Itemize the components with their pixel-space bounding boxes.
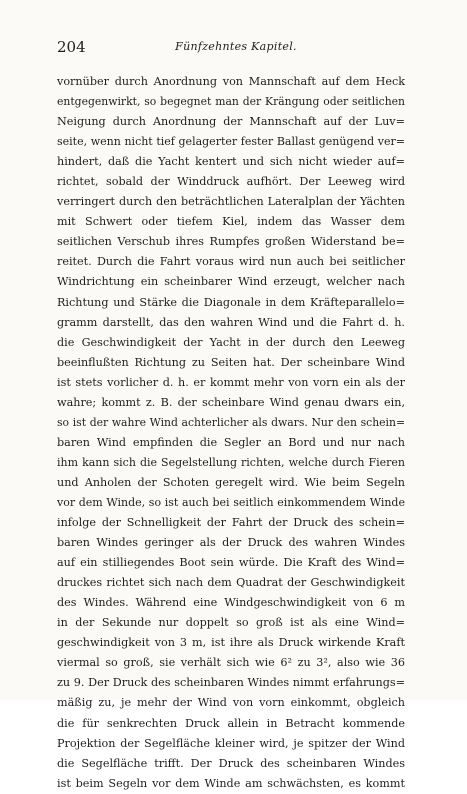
text-line: des Windes. Während eine Windgeschwindigkeit von 6 m — [57, 596, 405, 610]
text-line: geschwindigkeit von 3 m, ist ihre als Druck wirkende Kraft — [57, 636, 405, 650]
text-line: in der Sekunde nur doppelt so groß ist als eine Wind= — [57, 616, 405, 630]
text-line: vor dem Winde, so ist auch bei seitlich einkommendem Winde — [57, 495, 405, 509]
text-line: druckes richtet sich nach dem Quadrat der Geschwindigkeit — [57, 576, 405, 590]
text-line: und Anholen der Schoten geregelt wird. Wie beim Segeln — [57, 475, 405, 489]
text-line: Neigung durch Anordnung der Mannschaft auf der Luv= — [57, 115, 405, 129]
text-line: ist beim Segeln vor dem Winde am schwächsten, es kommt — [57, 776, 405, 790]
body-text — [57, 72, 405, 794]
text-line: gramm darstellt, das den wahren Wind und die Fahrt d. h. — [57, 315, 405, 329]
text-line: Projektion der Segelfläche kleiner wird, je spitzer der Wind — [57, 736, 405, 750]
text-line: die für senkrechten Druck allein in Betracht kommende — [57, 716, 405, 730]
text-line: ihm kann sich die Segelstellung richten, welche durch Fieren — [57, 455, 405, 469]
text-line: verringert durch den beträchtlichen Lateralplan der Yächten — [57, 195, 405, 209]
text-line: richtet, sobald der Winddruck aufhört. Der Leeweg wird — [57, 175, 405, 189]
text-line: seitlichen Verschub ihres Rumpfes großen Widerstand be= — [57, 235, 405, 249]
text-line: baren Windes geringer als der Druck des wahren Windes — [57, 536, 405, 550]
text-line: mäßig zu, je mehr der Wind von vorn einkommt, obgleich — [57, 696, 405, 710]
page-header — [57, 38, 415, 58]
text-line: reitet. Durch die Fahrt voraus wird nun auch bei seitlicher — [57, 255, 405, 269]
text-line: Richtung und Stärke die Diagonale in dem Kräfteparallelo= — [57, 295, 405, 309]
text-line: auf ein stilliegendes Boot sein würde. Die Kraft des Wind= — [57, 556, 405, 570]
text-line: so ist der wahre Wind achterlicher als dwars. Nur den schein= — [57, 415, 405, 429]
text-line: Windrichtung ein scheinbarer Wind erzeugt, welcher nach — [57, 275, 405, 289]
text-line: entgegenwirkt, so begegnet man der Krängung oder seitlichen — [57, 95, 405, 109]
text-line: die Segelfläche trifft. Der Druck des scheinbaren Windes — [57, 756, 405, 770]
text-line: seite, wenn nicht tief gelagerter fester Ballast genügend ver= — [57, 135, 405, 149]
text-line: beeinflußten Richtung zu Seiten hat. Der scheinbare Wind — [57, 355, 405, 369]
text-line: ist stets vorlicher d. h. er kommt mehr von vorn ein als der — [57, 375, 405, 389]
text-line: vornüber durch Anordnung von Mannschaft auf dem Heck — [57, 75, 405, 88]
text-line: die Geschwindigkeit der Yacht in der durch den Leeweg — [57, 335, 405, 349]
text-line: baren Wind empfinden die Segler an Bord und nur nach — [57, 435, 405, 449]
text-line: zu 9. Der Druck des scheinbaren Windes nimmt erfahrungs= — [57, 676, 405, 690]
text-line: viermal so groß, sie verhält sich wie 6² zu 3², also wie 36 — [57, 656, 405, 670]
text-line: infolge der Schnelligkeit der Fahrt der Druck des schein= — [57, 516, 405, 530]
running-head: Fünfzehntes Kapitel. — [175, 40, 297, 53]
text-line: wahre; kommt z. B. der scheinbare Wind genau dwars ein, — [57, 395, 405, 409]
page-number: 204 — [57, 38, 86, 56]
text-line: mit Schwert oder tiefem Kiel, indem das Wasser dem — [57, 215, 405, 229]
text-line: hindert, daß die Yacht kentert und sich nicht wieder auf= — [57, 155, 405, 169]
